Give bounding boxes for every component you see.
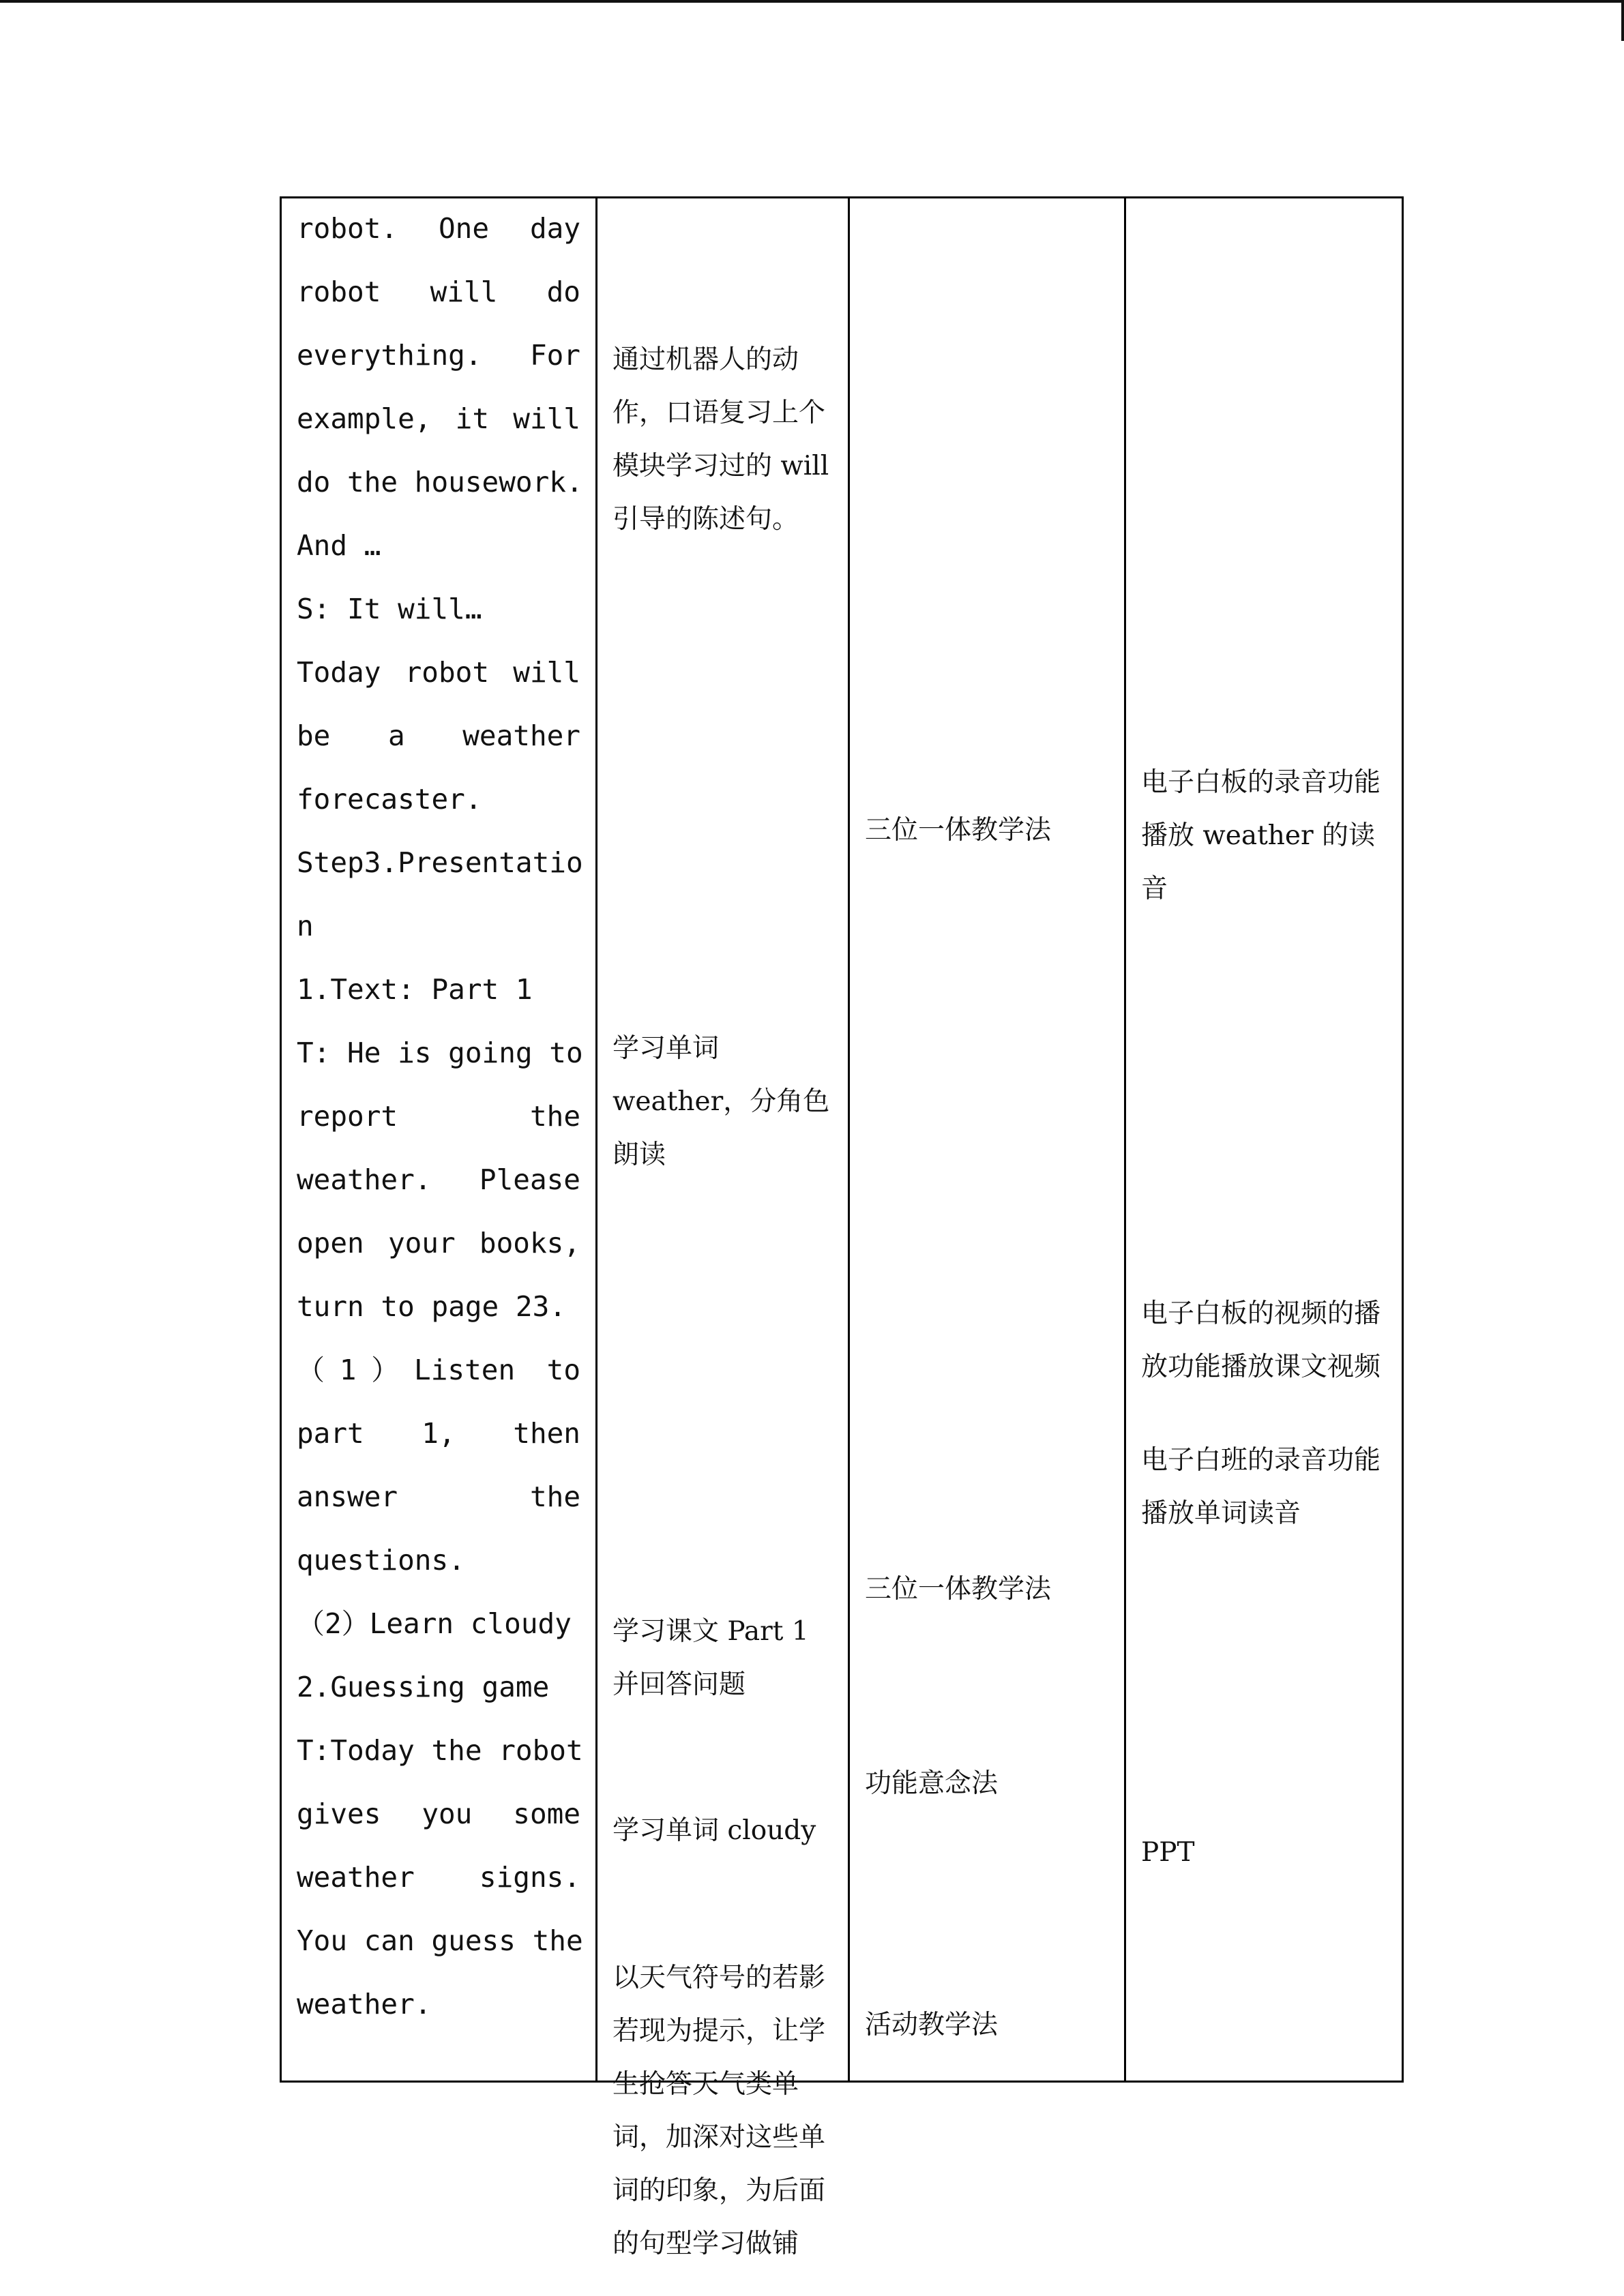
- media-text: 电子白班的录音功能播放单词读音: [1141, 1445, 1381, 1529]
- procedure-line: 1.Text: Part 1: [297, 973, 533, 1006]
- procedure-line: weather signs.: [297, 1861, 580, 1894]
- procedure-line: robot. One day: [297, 212, 580, 245]
- procedure-line: weather. Please: [297, 1163, 580, 1196]
- procedure-line: T:Today the robot: [297, 1734, 583, 1767]
- procedure-line: turn to page 23.: [297, 1290, 566, 1323]
- media-use-cell: [1125, 198, 1403, 2082]
- table-row: [281, 198, 1403, 2082]
- procedure-line: open your books,: [297, 1227, 580, 1259]
- procedure-line: everything. For: [297, 339, 580, 372]
- teaching-procedure-cell: [281, 198, 597, 2082]
- procedure-line: be a weather: [297, 719, 580, 752]
- procedure-line: weather.: [297, 1988, 432, 2021]
- procedure-line: Today robot will: [297, 656, 580, 689]
- procedure-line: part 1, then: [297, 1417, 580, 1450]
- media-text: PPT: [1141, 1837, 1195, 1868]
- procedure-line: And …: [297, 529, 381, 562]
- media-text: 电子白板的录音功能播放 weather 的读音: [1141, 767, 1381, 904]
- teaching-method-cell: [849, 198, 1125, 2082]
- procedure-line: gives you some: [297, 1798, 580, 1830]
- procedure-line: n: [297, 910, 314, 942]
- procedure-line: T: He is going to: [297, 1037, 583, 1069]
- procedure-line: answer the: [297, 1480, 580, 1513]
- procedure-line: questions.: [297, 1544, 465, 1577]
- intent-text: 学习课文 Part 1 并回答问题: [612, 1616, 809, 1700]
- procedure-line: 2.Guessing game: [297, 1671, 550, 1703]
- procedure-line: report the: [297, 1100, 580, 1133]
- design-intent-cell: [597, 198, 849, 2259]
- procedure-line: S: It will…: [297, 593, 482, 625]
- method-text: 功能意念法: [865, 1768, 999, 1799]
- procedure-line: example, it will: [297, 402, 580, 435]
- intent-text: 以天气符号的若影若现为提示，让学生抢答天气类单词，加深对这些单词的印象，为后面的句型学习做铺: [612, 1963, 826, 2259]
- procedure-line: robot will do: [297, 275, 580, 308]
- procedure-line: Step3.Presentatio: [297, 846, 583, 879]
- procedure-line: forecaster.: [297, 783, 482, 816]
- intent-text: 学习单词 cloudy: [612, 1815, 816, 1846]
- procedure-line: （2）Learn cloudy: [297, 1607, 572, 1640]
- media-text: 电子白板的视频的播放功能播放课文视频: [1141, 1298, 1381, 1382]
- intent-text: 学习单词 weather，分角色朗读: [612, 1033, 830, 1170]
- procedure-line: You can guess the: [297, 1924, 583, 1957]
- lesson-plan-table: [280, 196, 1404, 2259]
- procedure-line: do the housework.: [297, 466, 583, 498]
- method-text: 三位一体教学法: [865, 1574, 1052, 1605]
- method-text: 三位一体教学法: [865, 815, 1052, 846]
- method-text: 活动教学法: [865, 2010, 999, 2040]
- intent-text: 通过机器人的动作，口语复习上个模块学习过的 will 引导的陈述句。: [612, 344, 829, 535]
- procedure-line: （1）Listen to: [297, 1354, 580, 1386]
- page-top-rule: [0, 0, 1624, 3]
- page-corner-rule: [1621, 0, 1624, 41]
